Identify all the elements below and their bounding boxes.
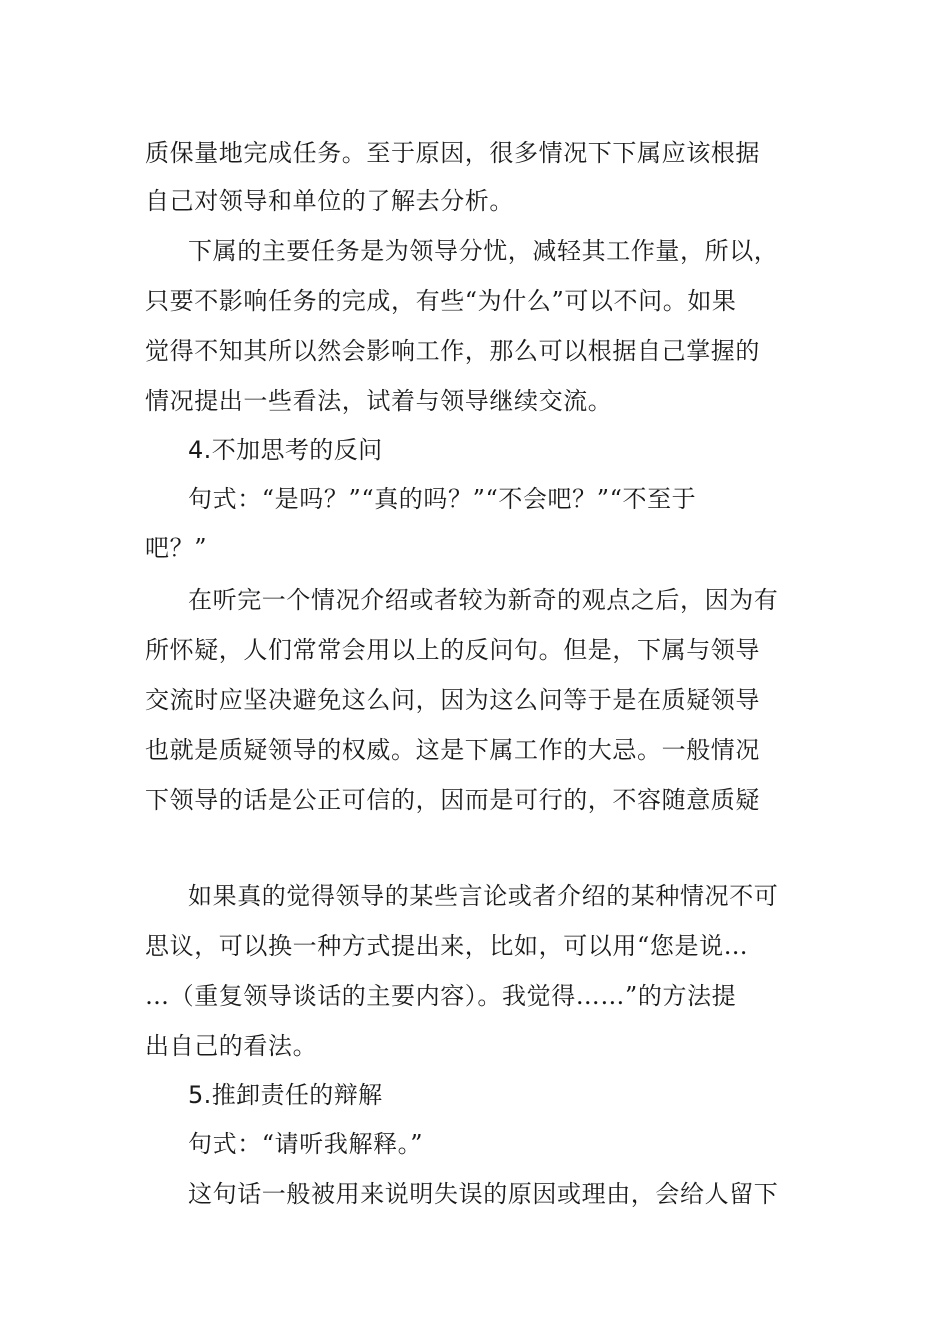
text-line: 吧？”: [145, 534, 208, 562]
text-line: 出自己的看法。: [145, 1032, 318, 1060]
text-line: 思议，可以换一种方式提出来，比如，可以用“您是说…: [145, 932, 749, 960]
text-line: 觉得不知其所以然会影响工作，那么可以根据自己掌握的: [145, 337, 760, 365]
text-line: 下领导的话是公正可信的，因而是可行的，不容随意质疑: [145, 786, 760, 814]
text-line: …（重复领导谈话的主要内容）。我觉得……”的方法提: [145, 982, 737, 1010]
paragraph-first-line: 如果真的觉得领导的某些言论或者介绍的某种情况不可: [188, 882, 779, 910]
text-line: 只要不影响任务的完成，有些“为什么”可以不问。如果: [145, 287, 737, 315]
text-line: 情况提出一些看法，试着与领导继续交流。: [145, 387, 613, 415]
section-heading: 5.推卸责任的辩解: [188, 1081, 383, 1109]
paragraph-first-line: 句式：“是吗？”“真的吗？”“不会吧？”“不至于: [188, 485, 697, 513]
paragraph-first-line: 在听完一个情况介绍或者较为新奇的观点之后，因为有: [188, 586, 779, 614]
paragraph-first-line: 下属的主要任务是为领导分忧，减轻其工作量，所以，: [188, 237, 779, 265]
text-line: 交流时应坚决避免这么问，因为这么问等于是在质疑领导: [145, 686, 760, 714]
paragraph-first-line: 这句话一般被用来说明失误的原因或理由，会给人留下: [188, 1180, 779, 1208]
text-line: 自己对领导和单位的了解去分析。: [145, 187, 514, 215]
text-line: 所怀疑，人们常常会用以上的反问句。但是，下属与领导: [145, 636, 760, 664]
paragraph-first-line: 句式：“请听我解释。”: [188, 1130, 424, 1158]
text-line: 质保量地完成任务。至于原因，很多情况下下属应该根据: [145, 139, 760, 167]
text-line: 也就是质疑领导的权威。这是下属工作的大忌。一般情况: [145, 736, 760, 764]
section-heading: 4.不加思考的反问: [188, 436, 383, 464]
